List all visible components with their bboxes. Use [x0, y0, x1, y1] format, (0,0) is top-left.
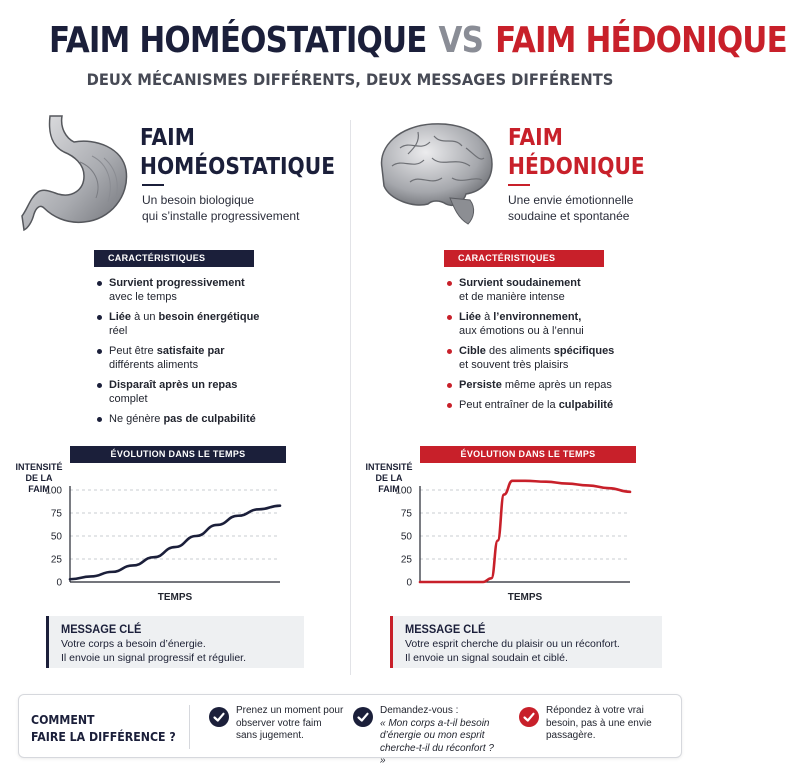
key-message-text: Votre corps a besoin d’énergie. Il envoie un signal progressif et régulier.	[61, 638, 247, 664]
y-tick-label: 50	[50, 531, 62, 543]
feature-item: Disparaît après un repas complet	[95, 378, 295, 406]
title-vs: VS	[438, 20, 484, 61]
key-message-title: MESSAGE CLÉ	[405, 622, 486, 636]
feature-item: Survient progressivement avec le temps	[95, 276, 295, 304]
y-tick-label: 100	[45, 485, 62, 497]
title-homeostatic: FAIM HOMÉOSTATIQUE	[49, 20, 427, 61]
hedonic-features	[445, 276, 645, 418]
y-tick-label: 25	[400, 554, 412, 566]
y-tick-label: 100	[395, 485, 412, 497]
hedonic-column	[350, 110, 700, 680]
feature-item: Cible des aliments spécifiques et souvent très plaisirs	[445, 344, 645, 372]
feature-item: Liée à un besoin énergétique réel	[95, 310, 295, 338]
hedonic-description: Une envie émotionnelle soudaine et spontanée	[508, 193, 634, 223]
feature-item: Peut entraîner de la culpabilité	[445, 398, 645, 412]
x-axis-label: TEMPS	[157, 592, 193, 603]
title-hedonic: FAIM HÉDONIQUE	[495, 20, 787, 61]
y-tick-label: 50	[400, 531, 412, 543]
hedonic-chart	[380, 482, 640, 607]
tip-ask-text: Demandez-vous : « Mon corps a-t-il besoin d’énergie ou mon esprit cherche-t-il du réconfort ? »	[380, 705, 494, 766]
main-title	[49, 20, 787, 61]
how-to-tell-panel	[18, 694, 682, 766]
y-tick-label: 0	[406, 577, 412, 589]
y-axis-label: INTENSITÉ DE LA FAIM	[15, 462, 63, 494]
feature-item: Survient soudainement et de manière intense	[445, 276, 645, 304]
feature-item: Liée à l’environnement, aux émotions ou à l’ennui	[445, 310, 645, 338]
key-message-box	[390, 616, 662, 668]
brain-icon	[370, 118, 500, 228]
stomach-icon	[22, 112, 132, 237]
y-tick-label: 25	[50, 554, 62, 566]
how-to-tell-title: COMMENT FAIRE LA DIFFÉRENCE ?	[31, 712, 176, 744]
key-message-title: MESSAGE CLÉ	[61, 622, 142, 636]
heading-rule	[508, 184, 530, 186]
series-line	[70, 506, 280, 580]
y-tick-label: 0	[56, 577, 62, 589]
homeostatic-chart	[30, 482, 290, 607]
homeostatic-heading: FAIM HOMÉOSTATIQUE	[140, 125, 336, 180]
hedonic-heading: FAIM HÉDONIQUE	[508, 125, 645, 180]
heading-rule	[142, 184, 164, 186]
tip-respond-text: Répondez à votre vrai besoin, pas à une envie passagère.	[546, 705, 652, 741]
feature-item: Persiste même après un repas	[445, 378, 645, 392]
panel-separator	[189, 705, 190, 749]
series-line	[420, 481, 630, 582]
feature-item: Peut être satisfaite par différents aliments	[95, 344, 295, 372]
feature-item: Ne génère pas de culpabilité	[95, 412, 295, 426]
x-axis-label: TEMPS	[507, 592, 543, 603]
subtitle: DEUX MÉCANISMES DIFFÉRENTS, DEUX MESSAGES DIFFÉRENTS	[86, 70, 614, 89]
evolution-bar: ÉVOLUTION DANS LE TEMPS	[420, 446, 636, 463]
key-message-box	[46, 616, 304, 668]
check-circle-icon	[209, 707, 229, 727]
tip-observe-text: Prenez un moment pour observer votre faim sans jugement.	[236, 705, 344, 741]
y-tick-label: 75	[50, 508, 62, 520]
key-message-text: Votre esprit cherche du plaisir ou un réconfort. Il envoie un signal soudain et ciblé.	[405, 638, 620, 664]
y-tick-label: 75	[400, 508, 412, 520]
evolution-bar: ÉVOLUTION DANS LE TEMPS	[70, 446, 286, 463]
y-axis-label: INTENSITÉ DE LA FAIM	[365, 462, 413, 494]
check-circle-icon	[353, 707, 373, 727]
characteristics-bar: CARACTÉRISTIQUES	[444, 250, 604, 267]
check-circle-icon	[519, 707, 539, 727]
homeostatic-features	[95, 276, 295, 432]
characteristics-bar: CARACTÉRISTIQUES	[94, 250, 254, 267]
homeostatic-column	[0, 110, 350, 680]
homeostatic-description: Un besoin biologique qui s’installe progressivement	[142, 193, 300, 223]
